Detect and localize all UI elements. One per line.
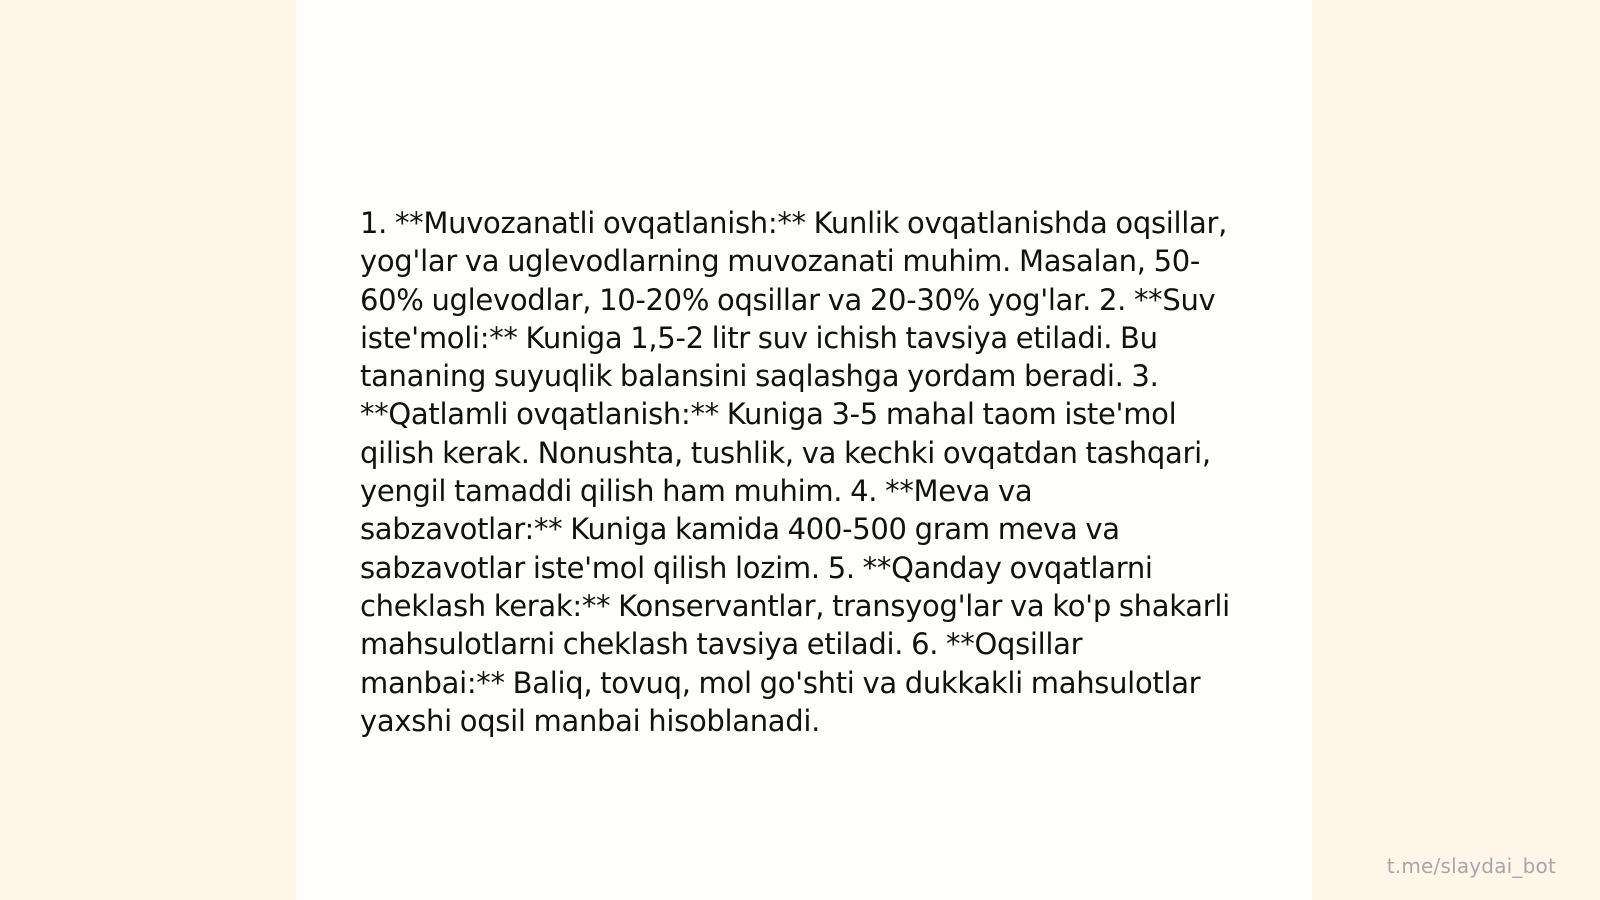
watermark: t.me/slaydai_bot [1386, 854, 1556, 878]
slide [296, 0, 1312, 900]
slide-body-text: 1. **Muvozanatli ovqatlanish:** Kunlik ovqatlanishda oqsillar, yog'lar va uglevodlarning muvozanati muhim. Masalan, 50-60% uglevodlar, 10-20% oqsillar va 20-30% yog'lar. 2. **Suv iste'moli:** Kuniga 1,5-2 litr suv ichish tavsiya etiladi. Bu tananing suyuqlik balansini saqlashga yordam beradi. 3. **Qatlamli ovqatlanish:** Kuniga 3-5 mahal taom iste'mol qilish kerak. Nonushta, tushlik, va kechki ovqatdan tashqari, yengil tamaddi qilish ham muhim. 4. **Meva va sabzavotlar:** Kuniga kamida 400-500 gram meva va sabzavotlar iste'mol qilish lozim. 5. **Qanday ovqatlarni cheklash kerak:** Konservantlar, transyog'lar va ko'p shakarli mahsulotlarni cheklash tavsiya etiladi. 6. **Oqsillar manbai:** Baliq, tovuq, mol go'shti va dukkakli mahsulotlar yaxshi oqsil manbai hisoblanadi. [360, 206, 1230, 738]
